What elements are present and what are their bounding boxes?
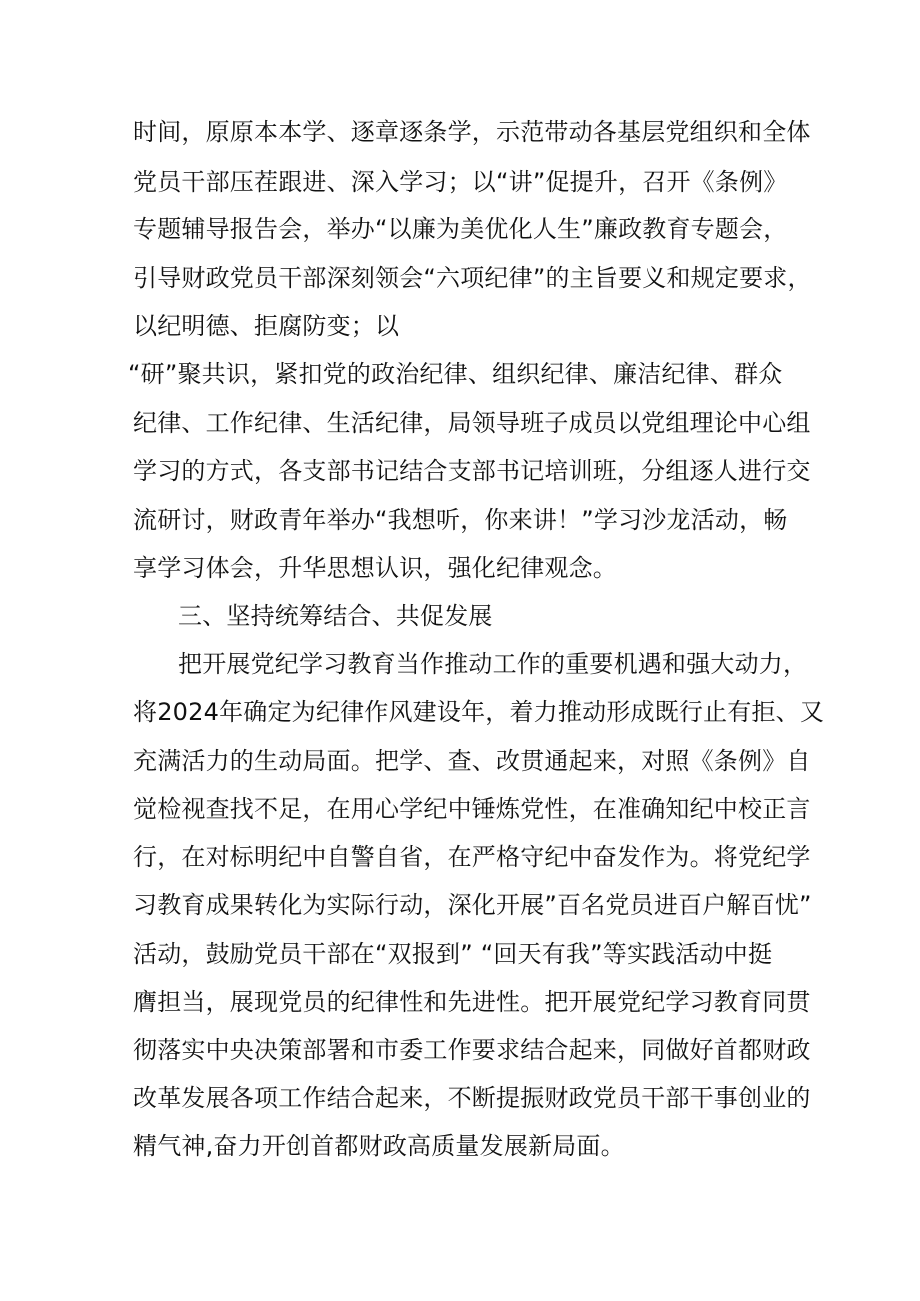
body-text-line: 享学习体会，升华思想认识，强化纪律观念。 xyxy=(133,554,617,582)
body-text-line: “研”聚共识，紧扣党的政治纪律、组织纪律、廉洁纪律、群众 xyxy=(128,360,783,388)
body-text-line: 纪律、工作纪律、生活纪律，局领导班子成员以党组理论中心组 xyxy=(133,409,811,437)
body-text-line: 引导财政党员干部深刻领会“六项纪律”的主旨要义和规定要求， xyxy=(133,264,812,292)
body-text-line: 流研讨，财政青年举办“我想听，你来讲！”学习沙龙活动，畅 xyxy=(133,506,788,534)
body-text-line: 专题辅导报告会，举办“以廉为美优化人生”廉政教育专题会， xyxy=(133,215,788,243)
body-text-line: 彻落实中央决策部署和市委工作要求结合起来，同做好首都财政 xyxy=(133,1036,811,1064)
body-text-line: 习教育成果转化为实际行动，深化开展”百名党员进百户解百忧” xyxy=(133,891,812,919)
body-text-line: 以纪明德、拒腐防变；以 xyxy=(133,312,400,340)
body-text-line: 觉检视查找不足，在用心学纪中锤炼党性，在准确知纪中校正言 xyxy=(133,795,811,823)
body-text-line: 时间，原原本本学、逐章逐条学，示范带动各基层党组织和全体 xyxy=(133,118,811,146)
section-heading: 三、坚持统筹结合、共促发展 xyxy=(178,602,493,630)
body-text-line: 学习的方式，各支部书记结合支部书记培训班，分组逐人进行交 xyxy=(133,457,811,485)
body-text-line: 膺担当，展现党员的纪律性和先进性。把开展党纪学习教育同贯 xyxy=(133,988,811,1016)
paragraph-first-line: 把开展党纪学习教育当作推动工作的重要机遇和强大动力， xyxy=(178,650,808,678)
body-text-line: 精气神,奋力开创首都财政高质量发展新局面。 xyxy=(133,1132,625,1160)
body-text-line: 行，在对标明纪中自警自省，在严格守纪中奋发作为。将党纪学 xyxy=(133,843,811,871)
body-text-line: 改革发展各项工作结合起来，不断提振财政党员干部干事创业的 xyxy=(133,1084,811,1112)
body-text-line: 活动，鼓励党员干部在“双报到” “回天有我”等实践活动中挺 xyxy=(133,940,773,968)
body-text-line: 党员干部压茬跟进、深入学习；以“讲”促提升，召开《条例》 xyxy=(133,168,788,196)
body-text-line: 充满活力的生动局面。把学、查、改贯通起来，对照《条例》自 xyxy=(133,747,811,775)
body-text-line: 将2024年确定为纪律作风建设年，着力推动形成既行止有拒、又 xyxy=(133,698,825,726)
